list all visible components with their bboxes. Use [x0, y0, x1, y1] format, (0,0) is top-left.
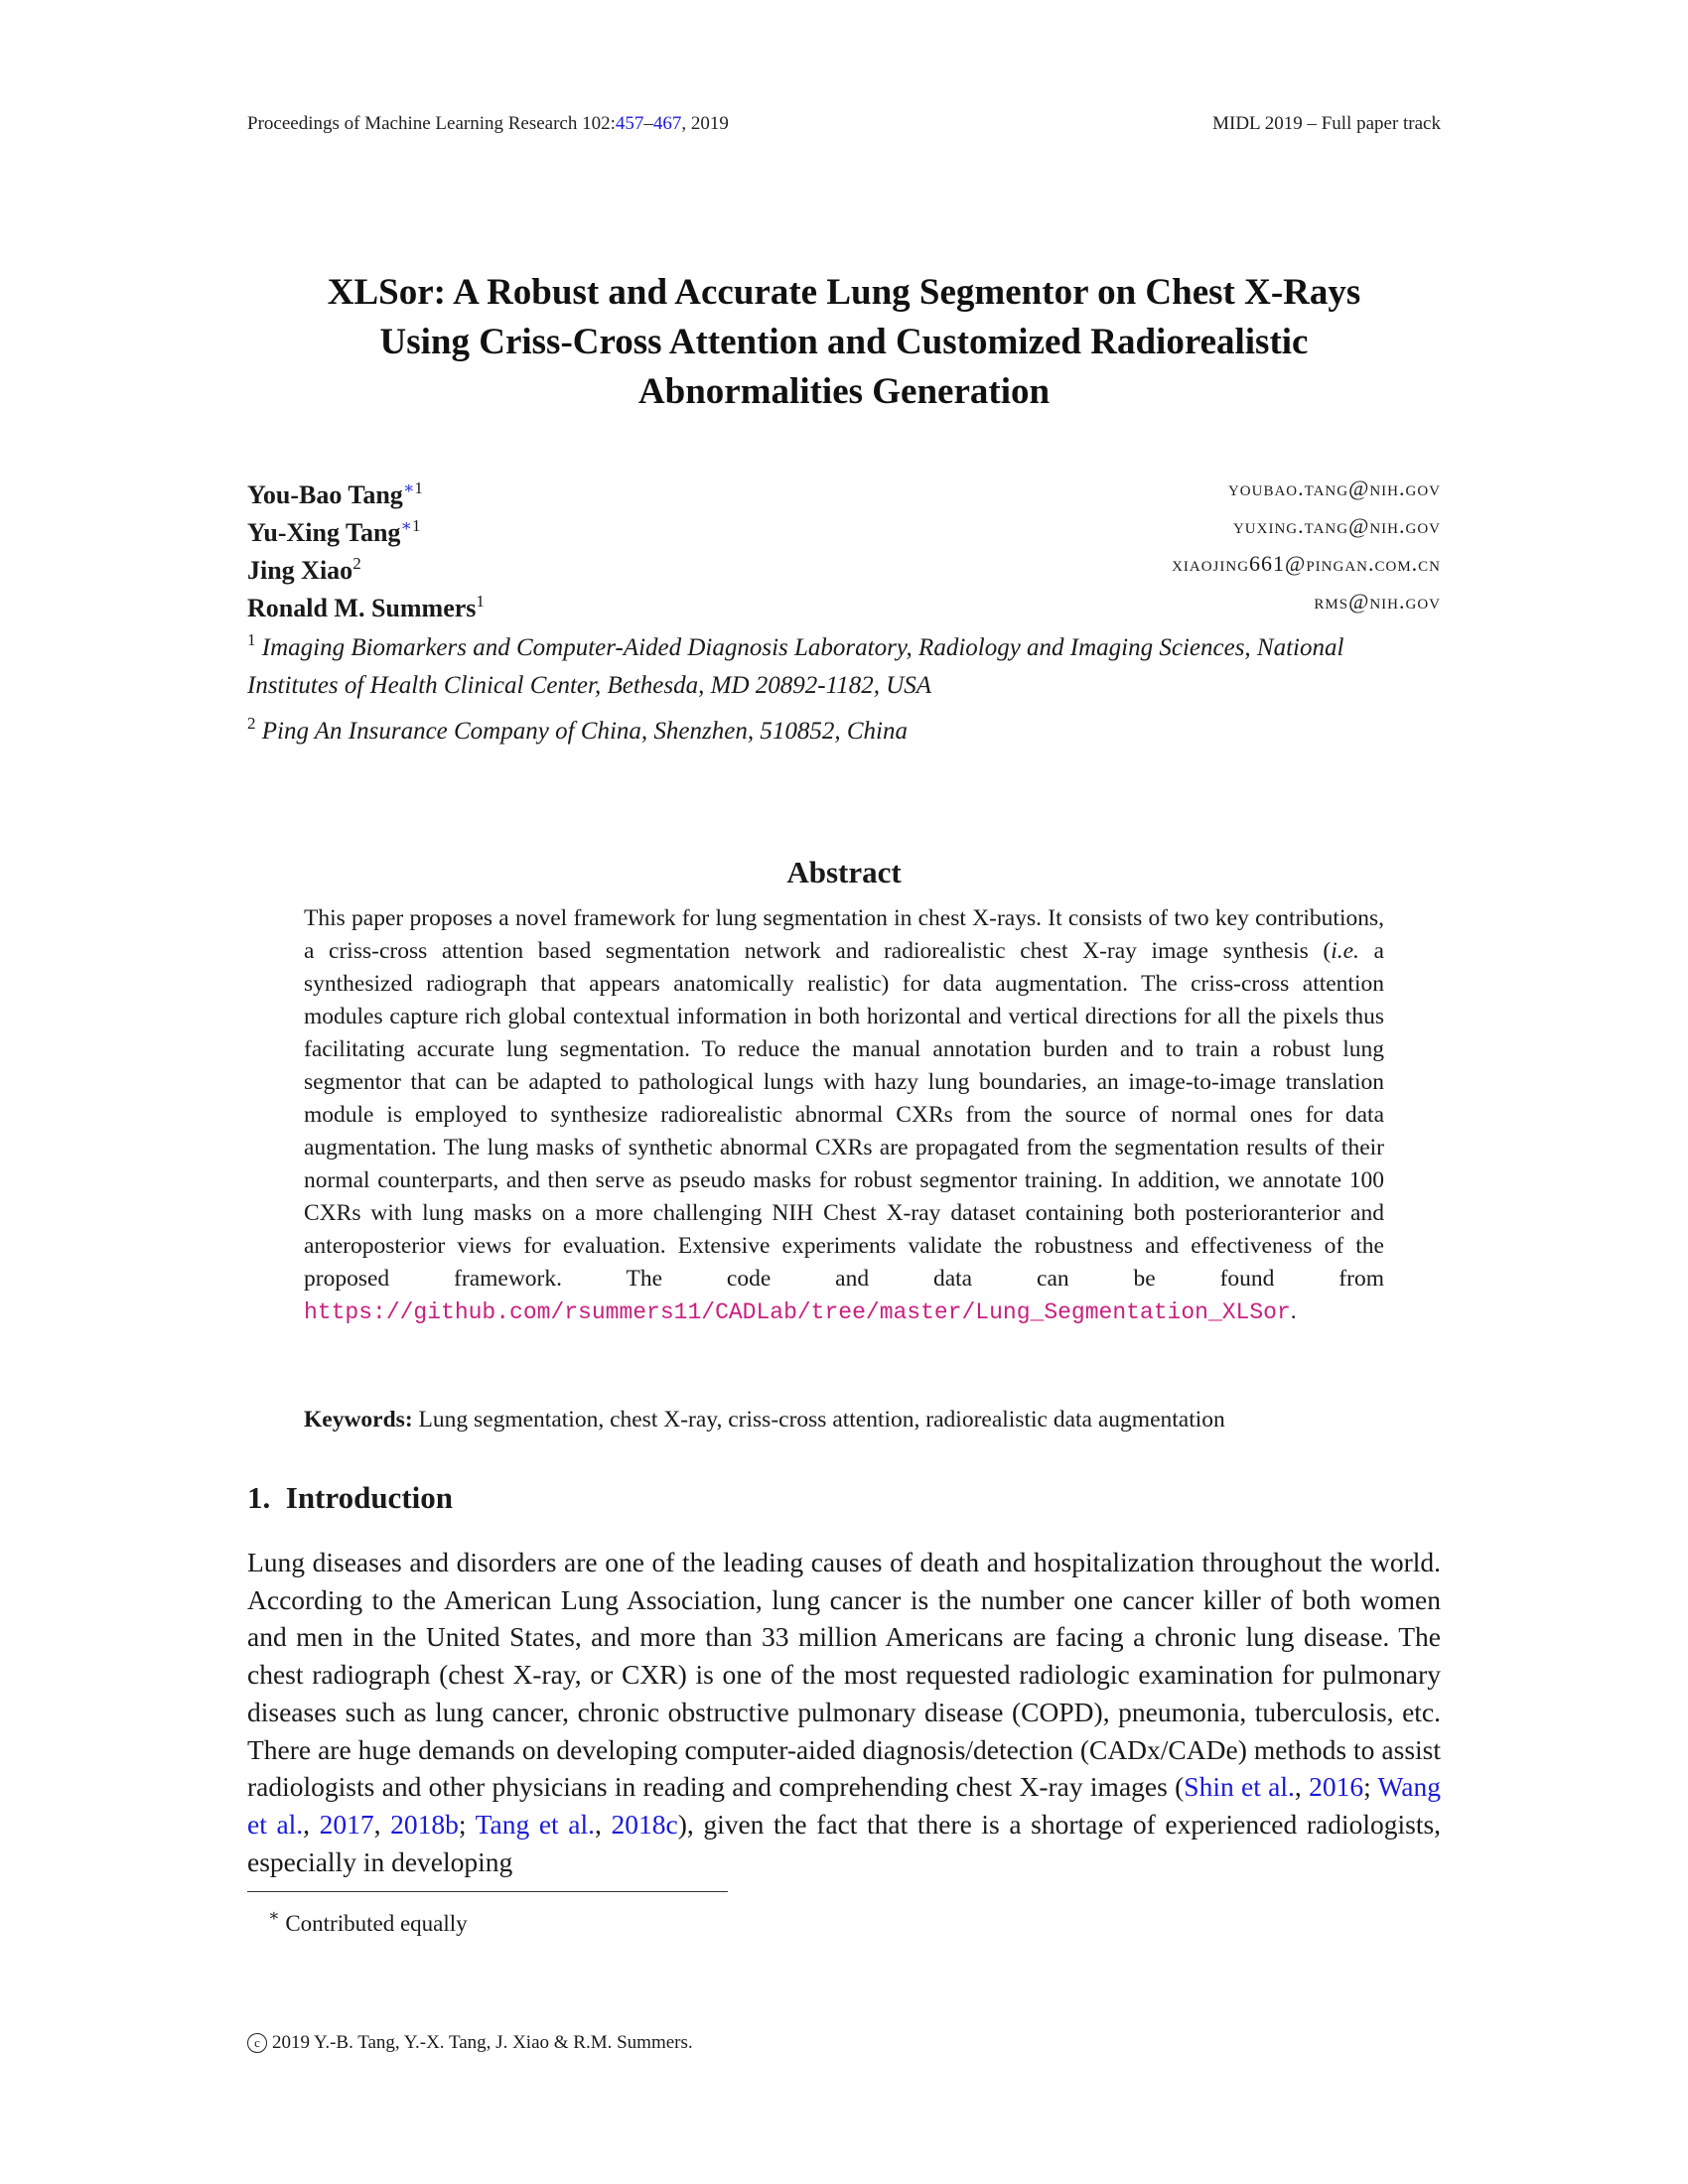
title-line-1: XLSor: A Robust and Accurate Lung Segmentor on Chest X-Rays	[327, 272, 1361, 313]
author-email: yuxing.tang@nih.gov	[1232, 513, 1441, 538]
author-affiliation-mark	[476, 592, 485, 611]
code-repository-link[interactable]: https://github.com/rsummers11/CADLab/tree/master/Lung_Segmentation_XLSor	[304, 1299, 1291, 1325]
keywords	[304, 1407, 1384, 1433]
author-name: Yu-Xing Tang	[247, 518, 401, 547]
citation-separator: ,	[373, 1808, 391, 1840]
author-email: rms@nih.gov	[1314, 589, 1441, 614]
proceedings-label: Proceedings of Machine Learning Research 102:	[247, 113, 616, 134]
page-start-link[interactable]: 457	[615, 113, 644, 134]
title-line-3: Abnormalities Generation	[637, 371, 1051, 412]
equal-contribution-mark[interactable]: ∗	[402, 478, 415, 497]
affiliation-text: Imaging Biomarkers and Computer-Aided Diagnosis Laboratory, Radiology and Imaging Sciences, National Institutes of Health Clinical Center, Bethesda, MD 20892-1182, USA	[247, 634, 1344, 699]
abstract-end: .	[1290, 1298, 1297, 1324]
citation-link[interactable]: 2016	[1309, 1771, 1364, 1803]
section-title: Introduction	[285, 1480, 453, 1515]
footnote-text: Contributed equally	[285, 1911, 468, 1936]
copyright-text: 2019 Y.-B. Tang, Y.-X. Tang, J. Xiao & R.M. Summers.	[272, 2032, 693, 2053]
author-affiliation-mark	[400, 516, 420, 535]
author-row	[247, 507, 1441, 545]
author-list	[247, 470, 1441, 620]
affiliation-number: 2	[352, 554, 361, 573]
footnote-mark: ∗	[268, 1906, 280, 1925]
author-email: xiaojing661@pingan.com.cn	[1172, 551, 1441, 576]
affiliations	[247, 621, 1441, 751]
keywords-text: Lung segmentation, chest X-ray, criss-cross attention, radiorealistic data augmentation	[412, 1407, 1225, 1433]
author-name: Ronald M. Summers	[247, 594, 477, 622]
citation-link[interactable]: 2018c	[611, 1808, 678, 1840]
citation-link[interactable]: 2017	[319, 1808, 374, 1840]
abstract-heading: Abstract	[786, 855, 902, 889]
footnote-rule	[247, 1891, 728, 1892]
author-row	[247, 545, 1441, 583]
affiliation-number: 1	[247, 630, 256, 649]
affiliation-number: 1	[414, 478, 423, 497]
author-email: youbao.tang@nih.gov	[1227, 476, 1441, 500]
equal-contribution-mark[interactable]: ∗	[400, 516, 412, 535]
author-row	[247, 583, 1441, 620]
citation-separator: ,	[595, 1808, 612, 1840]
citation-link[interactable]: Wang et al.	[247, 1771, 1441, 1840]
abstract-text: This paper proposes a novel framework for lung segmentation in chest X-rays. It consists of two key contributions, a criss-cross attention based segmentation network and radiorealistic chest X-ray image synthesis (	[304, 905, 1384, 964]
introduction-paragraph	[247, 1544, 1441, 1880]
paper-title	[0, 268, 1688, 417]
affiliation-number: 1	[476, 592, 485, 611]
copyright-icon: c	[247, 2033, 267, 2053]
title-line-2: Using Criss-Cross Attention and Customized Radiorealistic	[379, 322, 1309, 362]
citation-link[interactable]: Tang et al.	[475, 1808, 595, 1840]
copyright-line	[247, 2032, 693, 2054]
citation-link[interactable]: 2018b	[390, 1808, 459, 1840]
section-heading	[247, 1480, 453, 1516]
intro-text: ), given the fact that there is a shortage of experienced radiologists, especially in developing	[247, 1808, 1442, 1877]
citation-separator: ,	[303, 1808, 320, 1840]
abstract-text: a synthesized radiograph that appears anatomically realistic) for data augmentation. The criss-cross attention modules capture rich global contextual information in both horizontal and vertical directions for all the pixels thus facilitating accurate lung segmentation. To reduce the manual annotation burden and to train a robust lung segmentor that can be adapted to pathological lungs with hazy lung boundaries, an image-to-image translation module is employed to synthesize radiorealistic abnormal CXRs from the source of normal ones for data augmentation. The lung masks of synthetic abnormal CXRs are propagated from the segmentation results of their normal counterparts, and then serve as pseudo masks for robust segmentor training. In addition, we annotate 100 CXRs with lung masks on a more challenging NIH Chest X-ray dataset containing both posterioranterior and anteroposterior views for evaluation. Extensive experiments validate the robustness and effectiveness of the proposed framework. The code and data can be found from	[304, 938, 1384, 1292]
citation-link[interactable]: Shin et al.	[1184, 1771, 1295, 1803]
intro-text: Lung diseases and disorders are one of the leading causes of death and hospitalization throughout the world. According to the American Lung Association, lung cancer is the number one cancer killer of both women and men in the United States, and more than 33 million Americans are facing a chronic lung disease. The chest radiograph (chest X-ray, or CXR) is one of the most requested radiologic examination for pulmonary diseases such as lung cancer, chronic obstructive pulmonary disease (COPD), pneumonia, tuberculosis, etc. There are huge demands on developing computer-aided diagnosis/detection (CADx/CADe) methods to assist radiologists and other physicians in reading and comprehending chest X-ray images (	[247, 1547, 1441, 1803]
citation-separator: ;	[458, 1808, 476, 1840]
affiliation-1	[247, 621, 1441, 705]
author-name: Jing Xiao	[247, 556, 353, 585]
citation-separator: ,	[1294, 1771, 1310, 1803]
footnote	[268, 1906, 468, 1937]
affiliation-number: 1	[411, 516, 421, 535]
running-header-left	[247, 113, 729, 135]
affiliation-2	[247, 705, 1441, 751]
author-affiliation-mark	[352, 554, 361, 573]
year-label: , 2019	[681, 113, 729, 134]
affiliation-text: Ping An Insurance Company of China, Shenzhen, 510852, China	[261, 718, 908, 745]
citation-separator: ;	[1363, 1771, 1378, 1803]
section-number: 1.	[247, 1480, 271, 1515]
author-name: You-Bao Tang	[247, 480, 403, 509]
running-header-right: MIDL 2019 – Full paper track	[1212, 113, 1441, 134]
page-end-link[interactable]: 467	[652, 113, 682, 134]
abstract-body	[304, 902, 1384, 1329]
author-affiliation-mark	[403, 478, 423, 497]
author-row	[247, 470, 1441, 507]
keywords-label: Keywords:	[304, 1407, 413, 1433]
abstract-ie: i.e.	[1331, 938, 1359, 964]
page-range-dash: –	[643, 113, 653, 134]
affiliation-number: 2	[247, 714, 256, 733]
